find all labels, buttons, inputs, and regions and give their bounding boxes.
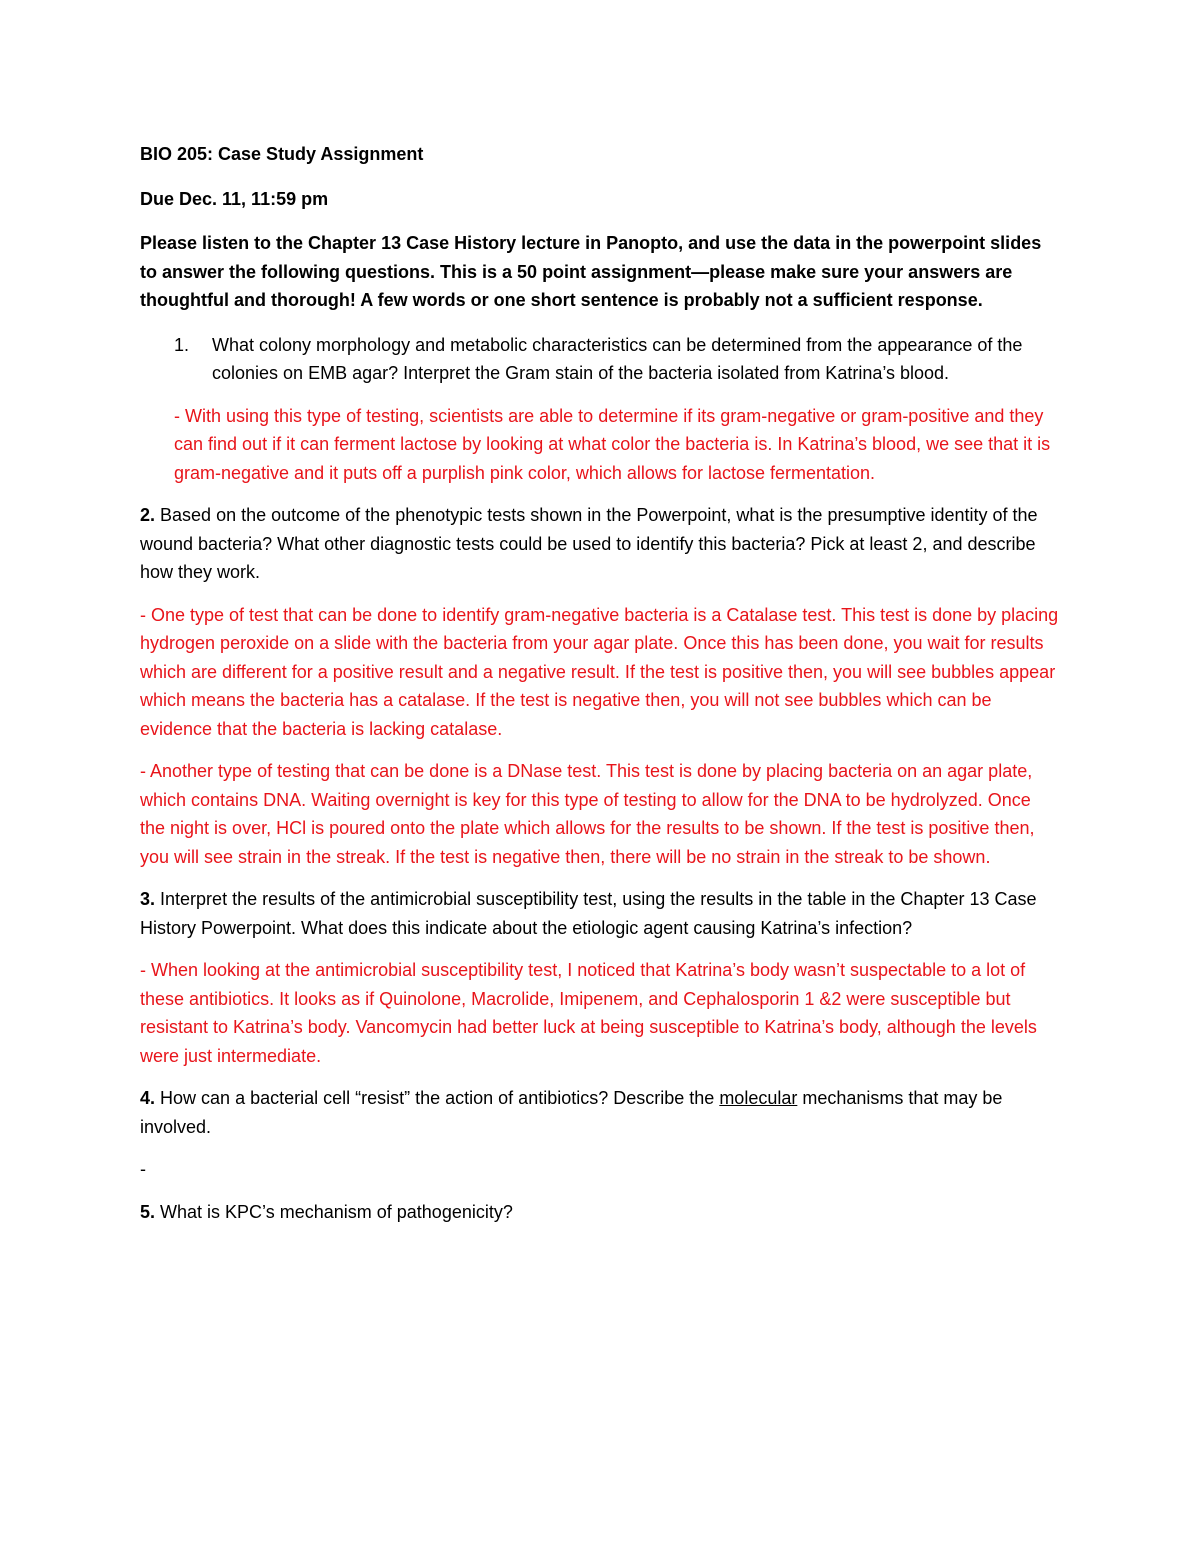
question-5-number: 5. [140, 1201, 156, 1222]
document-page [140, 140, 1060, 1240]
document-title: BIO 205: Case Study Assignment [140, 144, 424, 164]
question-3-number: 3. [140, 889, 156, 909]
question-3-text: Interpret the results of the antimicrobial susceptibility test, using the results in the table in the Chapter 13 Case History Powerpoint. What does this indicate about the etiologic agent causing Katrina’s infection? [140, 889, 1037, 938]
question-4 [140, 1084, 1060, 1141]
answer-2a: - One type of test that can be done to identify gram-negative bacteria is a Catalase test. This test is done by placing hydrogen peroxide on a slide with the bacteria from your agar plate. Once this has been done, you wait for results which are different for a positive result and a negative result. If the test is positive then, you will see bubbles appear which means the bacteria has a catalase. If the test is negative then, you will not see bubbles which can be evidence that the bacteria is lacking catalase. [140, 604, 1059, 739]
question-2-text: Based on the outcome of the phenotypic tests shown in the Powerpoint, what is the presumptive identity of the wound bacteria? What other diagnostic tests could be used to identify this bacteria? Pick at least 2, and describe how they work. [140, 505, 1038, 582]
answer-1: - With using this type of testing, scientists are able to determine if its gram-negative or gram-positive and they can find out if it can ferment lactose by looking at what color the bacteria is. In Katrina’s blood, we see that it is gram-negative and it puts off a purplish pink color, which allows for lactose fermentation. [174, 405, 1051, 483]
question-1 [140, 331, 1060, 388]
answer-3: - When looking at the antimicrobial susceptibility test, I noticed that Katrina’s body wasn’t suspectable to a lot of these antibiotics. It looks as if Quinolone, Macrolide, Imipenem, and Cephalosporin 1 &2 were susceptible but resistant to Katrina’s body. Vancomycin had better luck at being susceptible to Katrina’s body, although the levels were just intermediate. [140, 960, 1037, 1066]
question-4-text-start: How can a bacterial cell “resist” the action of antibiotics? Describe the [160, 1088, 715, 1108]
question-1-text: What colony morphology and metabolic characteristics can be determined from the appearance of the colonies on EMB agar? Interpret the Gram stain of the bacteria isolated from Katrina’s blood. [212, 334, 1023, 383]
due-date: Due Dec. 11, 11:59 pm [140, 188, 329, 209]
question-2 [140, 501, 1060, 587]
question-3 [140, 885, 1060, 942]
question-2-number: 2. [140, 505, 156, 525]
question-5 [140, 1198, 1060, 1227]
answer-4: - [140, 1159, 146, 1179]
question-4-number: 4. [140, 1088, 156, 1108]
answer-2b: - Another type of testing that can be done is a DNase test. This test is done by placing bacteria on an agar plate, which contains DNA. Waiting overnight is key for this type of testing to allow for the DNA to be hydrolyzed. Once the night is over, HCl is poured onto the plate which allows for the results to be shown. If the test is positive then, you will see strain in the streak. If the test is negative then, there will be no strain in the streak to be shown. [140, 761, 1035, 867]
instructions: Please listen to the Chapter 13 Case History lecture in Panopto, and use the data in the powerpoint slides to answer the following questions. This is a 50 point assignment—please make sure your answers are thoughtful and thorough! A few words or one short sentence is probably not a sufficient response. [140, 233, 1042, 310]
question-5-text: What is KPC’s mechanism of pathogenicity? [160, 1201, 513, 1222]
question-4-text-end: mechanisms that may be involved. [140, 1088, 1003, 1137]
question-4-underlined-word: molecular [719, 1088, 798, 1108]
question-1-number: 1. [174, 334, 190, 355]
